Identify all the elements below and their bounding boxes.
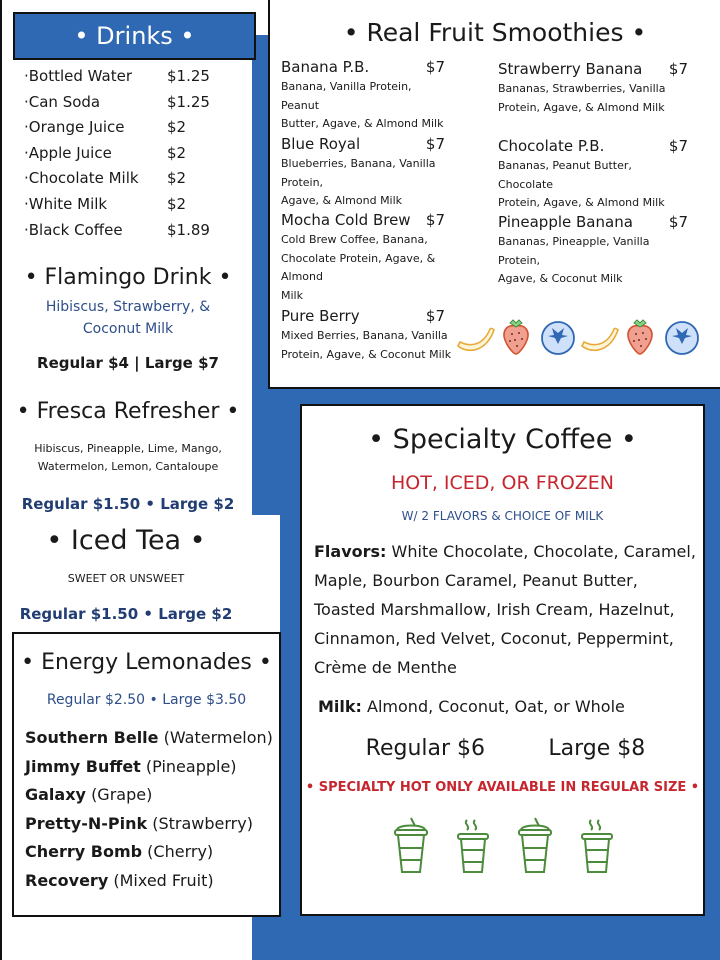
smoothie-item: Mocha Cold Brew $7 Cold Brew Coffee, Banana, Chocolate Protein, Agave, & Almond Milk <box>281 211 445 302</box>
hot-cup-icon <box>455 816 491 874</box>
energy-lemonades-box <box>12 632 281 917</box>
fresca-title: • Fresca Refresher • <box>16 399 240 424</box>
list-item: Galaxy (Grape) <box>25 785 153 805</box>
flamingo-price: Regular $4 | Large $7 <box>37 354 219 372</box>
list-item: Cherry Bomb (Cherry) <box>25 842 214 862</box>
coffee-prices <box>302 734 703 764</box>
flamingo-desc-line1: Hibiscus, Strawberry, & <box>45 299 211 315</box>
coffee-regular-price: Regular $6 <box>365 736 486 761</box>
fresca-desc-line1: Hibiscus, Pineapple, Lime, Mango, <box>34 442 222 455</box>
iced-tea-price: Regular $1.50 • Large $2 <box>19 605 233 623</box>
strawberry-icon <box>504 320 528 354</box>
smoothies-box <box>268 0 720 389</box>
smoothie-item: Pure Berry $7 Mixed Berries, Banana, Vanilla Protein, Agave, & Coconut Milk <box>281 307 452 361</box>
drinks-title: • Drinks • <box>74 22 195 50</box>
blueberry-icon <box>666 322 698 354</box>
smoothie-item: Chocolate P.B. $7 Bananas, Peanut Butter, Chocolate Protein, Agave, & Almond Milk <box>498 137 688 209</box>
list-item: ·Chocolate Milk $2 <box>24 169 187 188</box>
coffee-flavors: Flavors: White Chocolate, Chocolate, Caramel, Maple, Bourbon Caramel, Peanut Butter, Toasted Marshmallow, Irish Cream, Hazelnut, Cinnamon, Red Velvet, Coconut, Peppermint, Crème de Menthe <box>314 542 696 677</box>
fresca-price: Regular $1.50 • Large $2 <box>21 495 235 513</box>
lemonades-price: Regular $2.50 • Large $3.50 <box>46 692 247 708</box>
iced-tea-subtitle: SWEET OR UNSWEET <box>67 572 185 585</box>
coffee-footnote: • SPECIALTY HOT ONLY AVAILABLE IN REGULAR SIZE • <box>305 780 700 795</box>
list-item: Jimmy Buffet (Pineapple) <box>25 756 237 776</box>
smoothie-item: Strawberry Banana $7 Bananas, Strawberries, Vanilla Protein, Agave, & Almond Milk <box>498 60 688 114</box>
flamingo-section <box>0 262 256 374</box>
fresca-desc-line2: Watermelon, Lemon, Cantaloupe <box>37 460 219 473</box>
list-item: ·Can Soda $1.25 <box>24 92 210 111</box>
banana-icon <box>458 328 494 350</box>
coffee-large-price: Large $8 <box>548 736 646 761</box>
list-item: ·Orange Juice $2 <box>24 118 187 137</box>
flamingo-title: • Flamingo Drink • <box>24 265 232 290</box>
flavors-label: Flavors: <box>314 542 387 561</box>
list-item: ·Black Coffee $1.89 <box>24 220 210 239</box>
lemonades-list <box>25 724 279 896</box>
hot-cup-icon <box>579 816 615 874</box>
coffee-subtitle: HOT, ICED, OR FROZEN <box>390 472 615 494</box>
fresca-section <box>0 396 256 515</box>
flamingo-desc-line2: Coconut Milk <box>82 321 174 337</box>
blueberry-icon <box>542 322 574 354</box>
banana-icon <box>582 328 618 350</box>
specialty-coffee-box <box>300 404 705 916</box>
smoothie-item: Pineapple Banana $7 Bananas, Pineapple, Vanilla Protein, Agave, & Coconut Milk <box>498 213 688 285</box>
coffee-cups <box>302 816 703 874</box>
list-item: ·White Milk $2 <box>24 194 187 213</box>
iced-tea-section <box>0 522 252 625</box>
iced-tea-title: • Iced Tea • <box>46 525 206 556</box>
smoothies-title: • Real Fruit Smoothies • <box>343 18 647 47</box>
smoothie-item: Banana P.B. $7 Banana, Vanilla Protein, Peanut Butter, Agave, & Almond Milk <box>281 58 445 130</box>
list-item: ·Apple Juice $2 <box>24 143 187 162</box>
left-column-white-strip <box>252 515 280 635</box>
list-item: ·Bottled Water $1.25 <box>24 67 210 85</box>
fruit-illustrations <box>456 316 706 356</box>
coffee-milk: Milk: Almond, Coconut, Oat, or Whole <box>318 697 625 716</box>
smoothie-item: Blue Royal $7 Blueberries, Banana, Vanilla Protein, Agave, & Almond Milk <box>281 135 445 207</box>
coffee-note: W/ 2 FLAVORS & CHOICE OF MILK <box>401 509 604 523</box>
iced-cup-icon <box>391 816 431 874</box>
list-item: Pretty-N-Pink (Strawberry) <box>25 813 253 833</box>
coffee-title: • Specialty Coffee • <box>368 424 637 455</box>
drinks-header <box>13 12 256 60</box>
list-item: Recovery (Mixed Fruit) <box>25 870 214 890</box>
drinks-list <box>24 64 254 243</box>
strawberry-icon <box>628 320 652 354</box>
list-item: Southern Belle (Watermelon) <box>25 728 273 747</box>
milk-label: Milk: <box>318 697 362 716</box>
iced-cup-icon <box>515 816 555 874</box>
lemonades-title: • Energy Lemonades • <box>21 650 272 675</box>
